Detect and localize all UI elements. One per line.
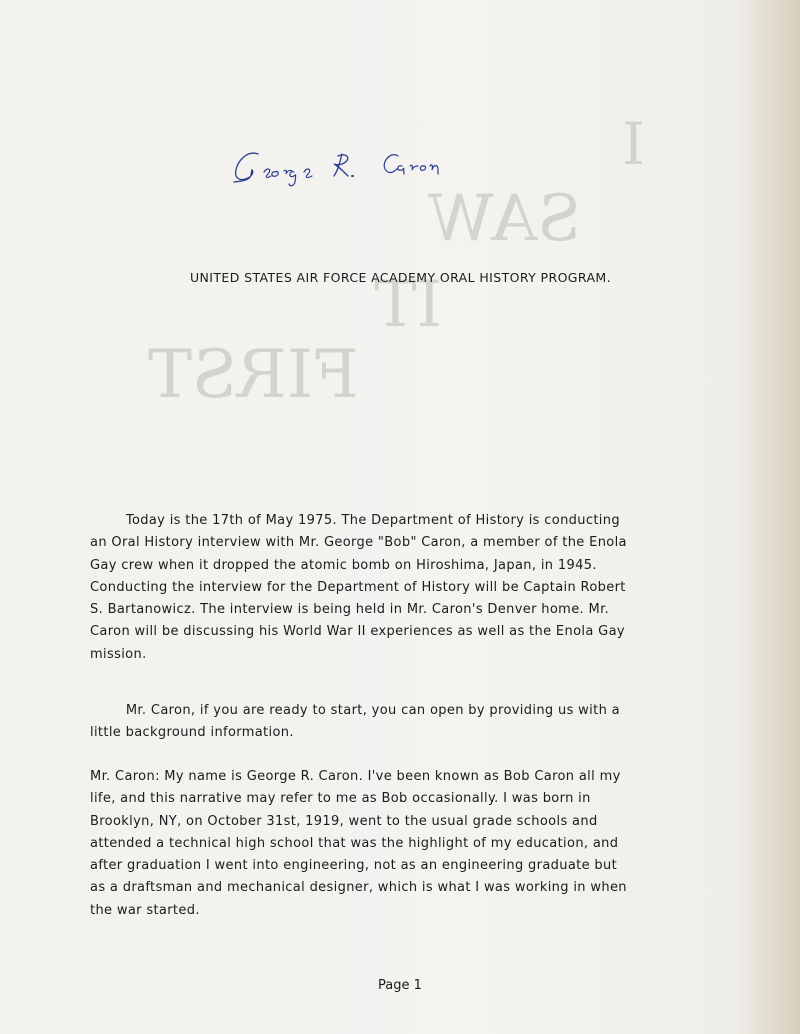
- bleed-through-first: FIRST: [148, 336, 359, 413]
- page-number: Page 1: [378, 978, 422, 993]
- document-heading: UNITED STATES AIR FORCE ACADEMY ORAL HISTORY PROGRAM.: [190, 270, 611, 285]
- intro-paragraph: Today is the 17th of May 1975. The Department of History is conducting an Oral History interview with Mr. George "Bob" Caron, a member of the Enola Gay crew when it dropped the atomic bomb on Hiroshima, Japan, in 1945. Conducting the interview for the Department of History will be Captain Robert S. Bartanowicz. The interview is being held in Mr. Caron's Denver home. Mr. Caron will be discussing his World War II experiences as well as the Enola Gay mission.: [90, 513, 627, 662]
- bleed-through-saw: SAW: [428, 182, 582, 256]
- bleed-through-it: IT: [374, 268, 442, 342]
- question-paragraph: Mr. Caron, if you are ready to start, you can open by providing us with a little background information.: [90, 703, 620, 741]
- answer-paragraph: Mr. Caron: My name is George R. Caron. I've been known as Bob Caron all my life, and this narrative may refer to me as Bob occasionally. I was born in Brooklyn, NY, on October 31st, 1919, went to the usual grade schools and attended a technical high school that was the highlight of my education, and after graduation I went into engineering, not as an engineering graduate but as a draftsman and mechanical designer, which is what I was working in when the war started.: [90, 769, 627, 918]
- signature-image: [230, 142, 470, 190]
- bleed-through-numeral: I: [622, 110, 645, 178]
